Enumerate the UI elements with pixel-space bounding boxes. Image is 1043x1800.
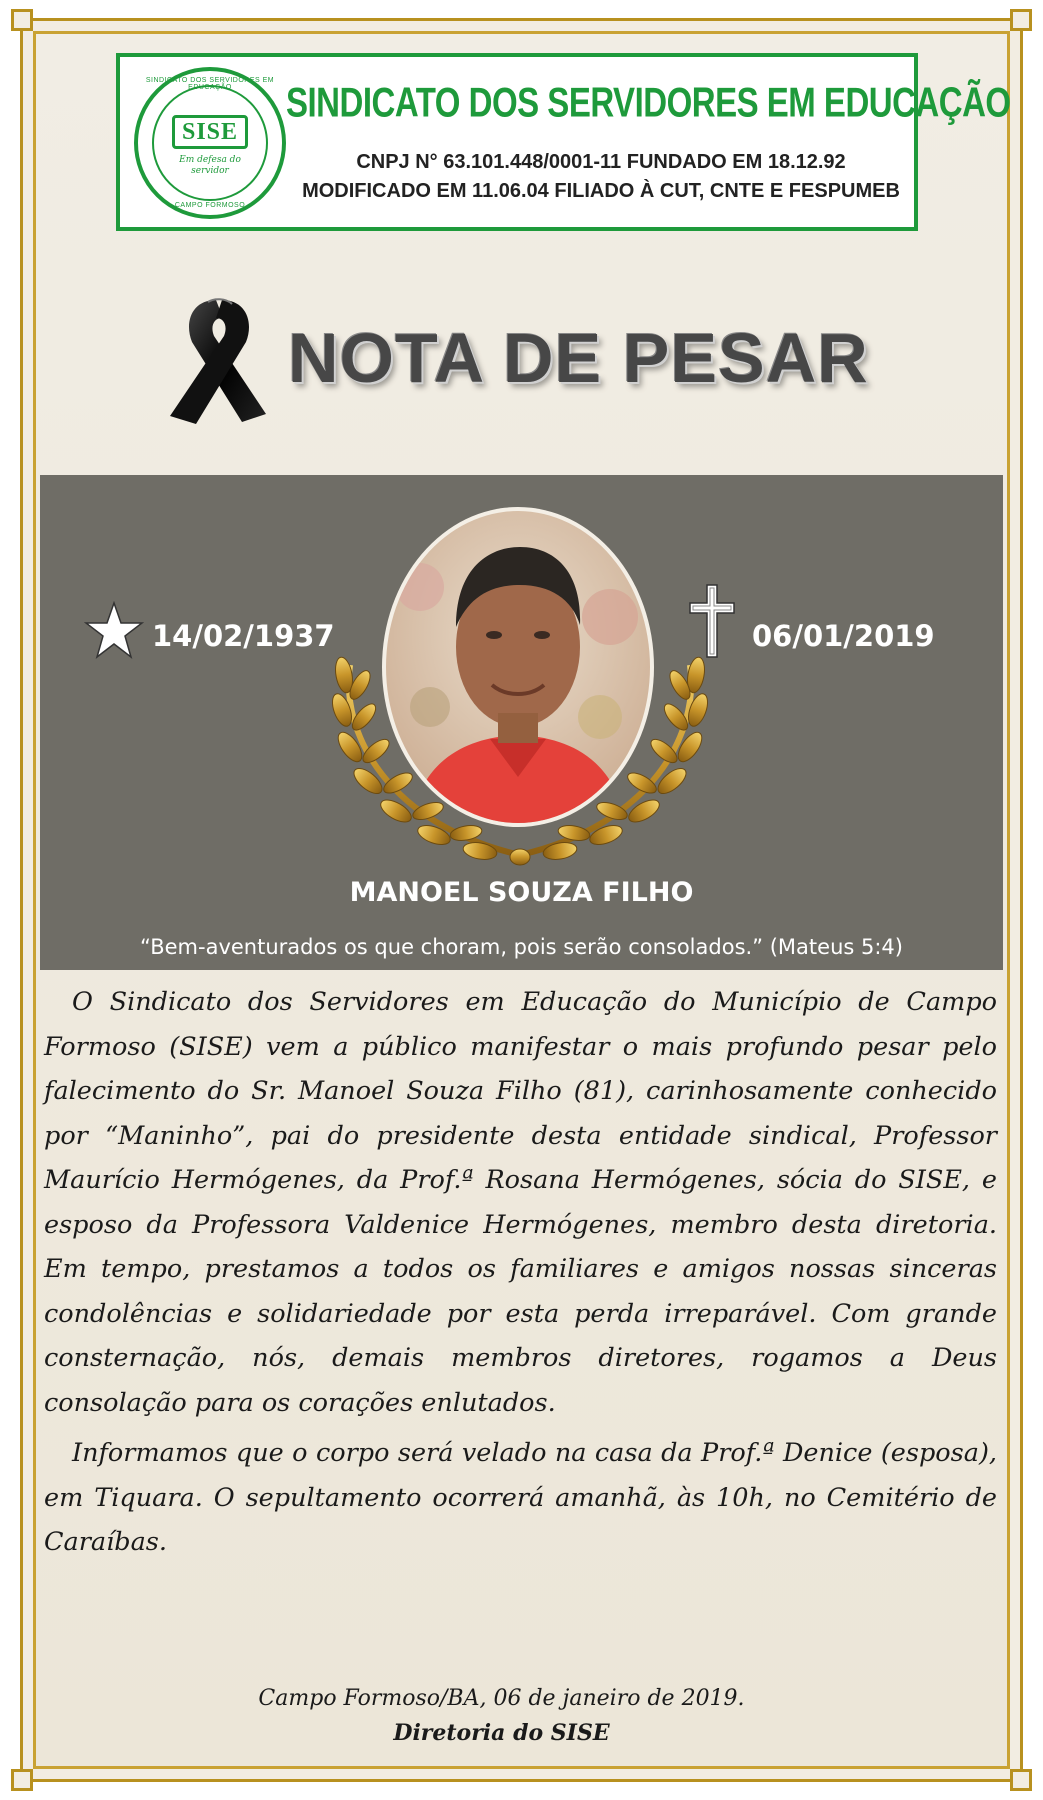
deceased-portrait	[380, 507, 656, 827]
org-affiliation-line: MODIFICADO EM 11.06.04 FILIADO À CUT, CNTE E FESPUMEB	[302, 180, 900, 202]
bible-quote: “Bem-aventurados os que choram, pois serão consolados.” (Mateus 5:4)	[140, 935, 903, 959]
memorial-panel	[40, 475, 1003, 970]
sise-logo	[134, 67, 286, 219]
signature: Diretoria do SISE	[393, 1720, 610, 1746]
logo-tagline: Em defesa do servidor	[179, 155, 241, 176]
signoff	[0, 1682, 1003, 1750]
place-date: Campo Formoso/BA, 06 de janeiro de 2019.	[258, 1686, 745, 1711]
frame-corner	[11, 9, 33, 31]
cross-icon	[688, 583, 736, 659]
frame-corner	[11, 1769, 33, 1791]
union-header	[116, 53, 1011, 231]
logo-mark: SISE	[172, 115, 248, 149]
message-paragraph: Informamos que o corpo será velado na casa da Prof.ª Denice (esposa), em Tiquara. O sepultamento ocorrerá amanhã, às 10h, no Cemitério de Caraíbas.	[44, 1438, 997, 1557]
birth-date: 14/02/1937	[152, 619, 335, 653]
condolence-message	[44, 980, 997, 1571]
death-date: 06/01/2019	[752, 619, 935, 653]
message-paragraph: O Sindicato dos Servidores em Educação do Município de Campo Formoso (SISE) vem a público manifestar o mais profundo pesar pelo falecimento do Sr. Manoel Souza Filho (81), carinhosamente conhecido por “Maninho”, pai do presidente desta entidade sindical, Professor Maurício Hermógenes, da Prof.ª Rosana Hermógenes, sócia do SISE, e esposo da Professora Valdenice Hermógenes, membro desta diretoria. Em tempo, prestamos a todos os familiares e amigos nossas sinceras condolências e solidariedade por esta perda irreparável. Com grande consternação, nós, demais membros diretores, rogamos a Deus consolação para os corações enlutados.	[44, 987, 997, 1418]
logo-ring-top-text: SINDICATO DOS SERVIDORES EM EDUCAÇÃO	[145, 77, 275, 91]
deceased-name: MANOEL SOUZA FILHO	[349, 877, 694, 908]
star-icon	[84, 601, 144, 661]
mourning-ribbon-icon	[152, 292, 286, 432]
frame-corner	[1010, 1769, 1032, 1791]
logo-ring-bottom-text: CAMPO FORMOSO	[174, 202, 246, 209]
frame-corner	[1010, 9, 1032, 31]
page-title: NOTA DE PESAR	[288, 319, 869, 397]
org-registration-line: CNPJ N° 63.101.448/0001-11 FUNDADO EM 18.12.92	[356, 151, 846, 173]
org-name: SINDICATO DOS SERVIDORES EM EDUCAÇÃO	[286, 79, 1011, 126]
